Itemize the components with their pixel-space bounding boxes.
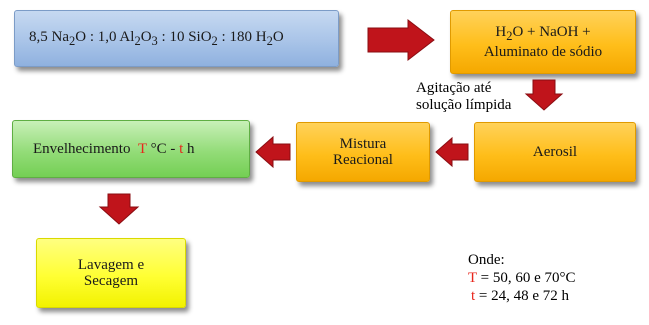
aging-box bbox=[12, 120, 250, 178]
agitation-note bbox=[416, 80, 511, 115]
washing-drying-box bbox=[36, 238, 186, 308]
arrow-left-icon bbox=[436, 138, 468, 166]
arrow-down-icon bbox=[526, 80, 562, 110]
reagents-text: $H_2O$ + NaOH + Aluminato de sódio bbox=[483, 23, 603, 60]
washing-drying-label: Lavagem e Secagem bbox=[77, 256, 145, 289]
gel-composition-box bbox=[14, 10, 339, 67]
reaction-mixture-box bbox=[296, 122, 430, 182]
gel-composition-formula: 8,5 $Na_2O$ : 1,0 $Al_2O_3$ : 10 SiO$_2$ : 180 $H_2O$ bbox=[29, 28, 284, 48]
arrow-down-icon bbox=[100, 194, 138, 224]
aging-label: Envelhecimento T °C - t h bbox=[33, 140, 195, 157]
legend bbox=[468, 251, 576, 305]
reagents-box bbox=[450, 10, 636, 74]
agitation-note-line1: Agitação até bbox=[416, 80, 492, 96]
aerosil-box bbox=[474, 122, 636, 182]
legend-title: Onde: bbox=[468, 252, 505, 268]
legend-temperature: T = 50, 60 e 70°C bbox=[468, 270, 576, 286]
reaction-mixture-label: Mistura Reacional bbox=[333, 135, 393, 168]
legend-time: t = 24, 48 e 72 h bbox=[471, 288, 570, 304]
arrow-left-icon bbox=[256, 137, 290, 167]
aerosil-label: Aerosil bbox=[532, 143, 578, 160]
agitation-note-line2: solução límpida bbox=[416, 97, 512, 114]
arrow-right-icon bbox=[368, 20, 434, 60]
